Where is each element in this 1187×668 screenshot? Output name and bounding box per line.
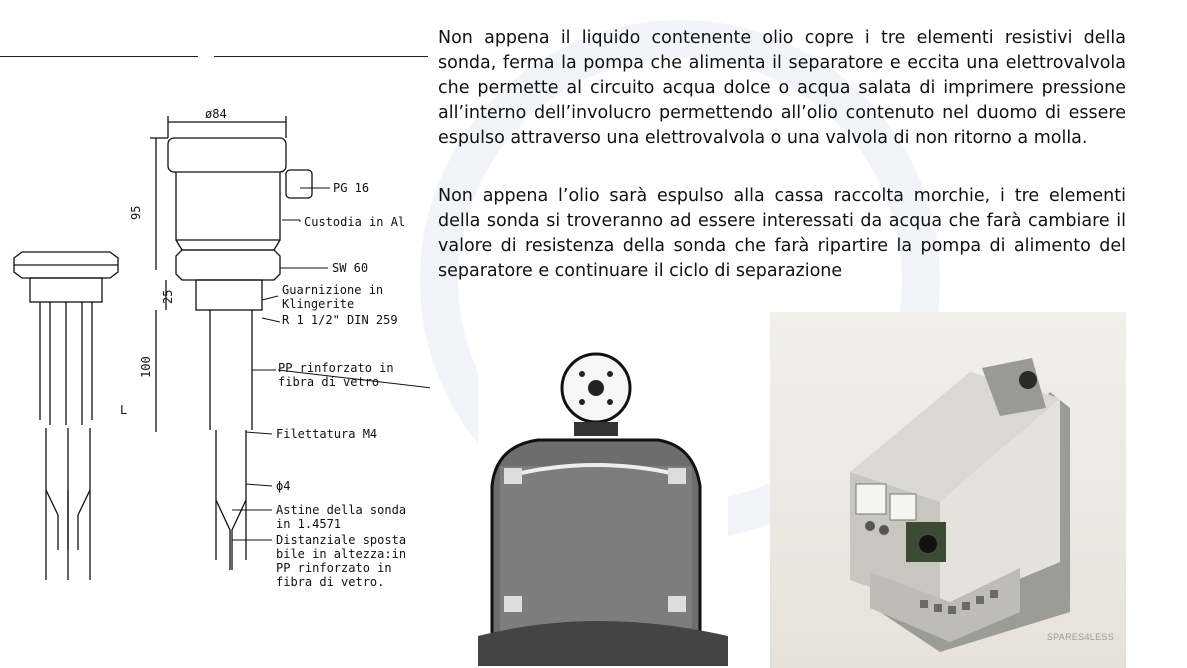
label-guarnizione-2: Klingerite: [282, 297, 355, 311]
label-sw60: SW 60: [332, 261, 369, 275]
probe-technical-drawing: [0, 60, 430, 660]
header-rule-right: [214, 56, 428, 57]
dim-95: 95: [129, 205, 143, 220]
dim-100: 100: [139, 356, 153, 378]
label-pp-2: fibra di vetro: [278, 375, 380, 389]
photo-brand-watermark: SPARES4LESS: [1046, 632, 1114, 642]
label-guarnizione-1: Guarnizione in: [282, 283, 384, 297]
label-thread: R 1 1/2" DIN 259: [282, 313, 398, 327]
label-pg16: PG 16: [333, 181, 370, 195]
label-distanziale-4: fibra di vetro.: [276, 575, 385, 589]
relay-illustration: [770, 312, 1126, 668]
label-pp-1: PP rinforzato in: [278, 361, 394, 375]
label-distanziale-1: Distanziale sposta: [276, 533, 407, 547]
label-distanziale-2: bile in altezza:in: [276, 547, 407, 561]
label-custodia: Custodia in Al: [304, 215, 406, 229]
label-astine-2: in 1.4571: [276, 517, 342, 531]
label-phi4: ϕ4: [276, 479, 291, 493]
paragraph-2: Non appena l’olio sarà espulso alla cassa raccolta morchie, i tre elementi della sonda si troveranno ad essere interessati da acqua che farà cambiare il valore di resistenza della sonda che farà ripartire la pompa di alimento del separatore e continuare il ciclo di separazione: [438, 186, 1126, 281]
dim-diameter: ø84: [205, 107, 227, 121]
control-relay-photo: [770, 312, 1126, 668]
separator-dome-photo: [478, 336, 728, 666]
label-distanziale-3: PP rinforzato in: [276, 561, 392, 575]
label-filettatura: Filettatura M4: [276, 427, 378, 441]
label-astine-1: Astine della sonda: [276, 503, 407, 517]
paragraph-1: Non appena il liquido contenente olio copre i tre elementi resistivi della sonda, ferma la pompa che alimenta il separatore e eccita una elettrovalvola che permette al circuito acqua dolce o acqua salata di imprimere pressione all’interno dell’involucro permettendo all’olio contenuto nel duomo di essere espulso attraverso una elettrovalvola o una valvola di non ritorno a molla.: [438, 28, 1126, 148]
dim-25: 25: [161, 289, 175, 304]
header-rule-left: [0, 56, 198, 57]
dim-L: L: [120, 403, 128, 417]
